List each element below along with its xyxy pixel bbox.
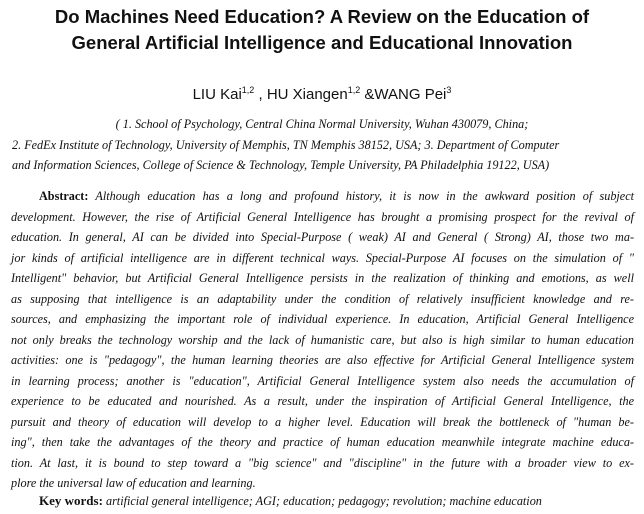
author-affiliation-mark: 1,2 xyxy=(241,85,255,95)
title-line-2: General Artificial Intelligence and Educational Innovation xyxy=(71,32,573,53)
abstract-line: jor kinds of artificial intelligence are in different technical ways. Special-Purpose AI focuses on the simulation of " xyxy=(11,250,634,265)
keywords xyxy=(39,491,639,511)
abstract-line: development. However, the rise of Artificial General Intelligence has brought a promising prospect for the revival of xyxy=(11,209,634,224)
abstract-line: ing", then take the advantages of the theory and practice of human education meanwhile integrate machine educa- xyxy=(11,435,634,449)
affiliation-line: and Information Sciences, College of Science & Technology, Temple University, PA Philadelphia 19122, USA) xyxy=(12,158,550,172)
abstract-text: Although education has a long and profound history, it is now in the awkward position of subject xyxy=(95,189,635,203)
affiliation-line: ( 1. School of Psychology, Central China Normal University, Wuhan 430079, China; xyxy=(115,117,529,131)
author-separator: , xyxy=(254,86,267,103)
abstract-label: Abstract: xyxy=(39,189,89,203)
abstract-line: Intelligent" behavior, but Artificial General Intelligence persists in the realization of thinking and emotions, as well xyxy=(11,271,634,285)
abstract-line: plore the universal law of education and learning. xyxy=(11,476,256,490)
abstract-line: tion. At last, it is bound to step toward a "big science" and "discipline" in the future with a broader view to ex- xyxy=(11,455,634,470)
abstract-line: experience to be educated and nourished. As a result, under the inspiration of Artificial General Intelligence, the xyxy=(11,394,634,408)
paper-title xyxy=(0,4,644,56)
author-separator: & xyxy=(360,86,375,103)
title-line-1: Do Machines Need Education? A Review on the Education of xyxy=(54,6,590,27)
author-list xyxy=(0,80,644,105)
affiliation-line: 2. FedEx Institute of Technology, University of Memphis, TN Memphis 38152, USA; 3. Department of Computer xyxy=(12,137,560,152)
abstract-line: pursuit and theory of education will develop to a higher level. Education will break the bottleneck of "human be- xyxy=(11,414,634,429)
author-affiliation-mark: 1,2 xyxy=(347,85,361,95)
abstract-line: not only breaks the technology worship and the lack of humanistic care, but also is high similar to human education xyxy=(11,332,634,347)
author-affiliation-mark: 3 xyxy=(446,85,452,95)
author-name: LIU Kai xyxy=(192,86,242,103)
affiliations xyxy=(12,114,632,176)
abstract-line: education. In general, AI can be divided into Special-Purpose ( weak) AI and General ( Strong) AI, those two ma- xyxy=(11,230,634,244)
keywords-text: artificial general intelligence; AGI; education; pedagogy; revolution; machine education xyxy=(105,494,542,508)
keywords-label: Key words: xyxy=(39,493,103,508)
abstract-line: activities: one is "pedagogy", the human learning theories are also effective for Artificial General Intelligence system xyxy=(11,353,634,367)
abstract-line: in learning process; another is "education", Artificial General Intelligence system also needs the accumulation of xyxy=(11,373,634,388)
author-name: WANG Pei xyxy=(374,86,447,103)
author-name: HU Xiangen xyxy=(266,86,348,103)
abstract-line xyxy=(11,186,634,207)
abstract-line: as supposing that intelligence is an adaptability under the condition of relatively insufficient knowledge and re- xyxy=(11,291,634,306)
abstract-line: sources, and emphasizing the important role of individual experience. In education, Artificial General Intelligence xyxy=(11,312,634,326)
abstract xyxy=(11,186,634,494)
